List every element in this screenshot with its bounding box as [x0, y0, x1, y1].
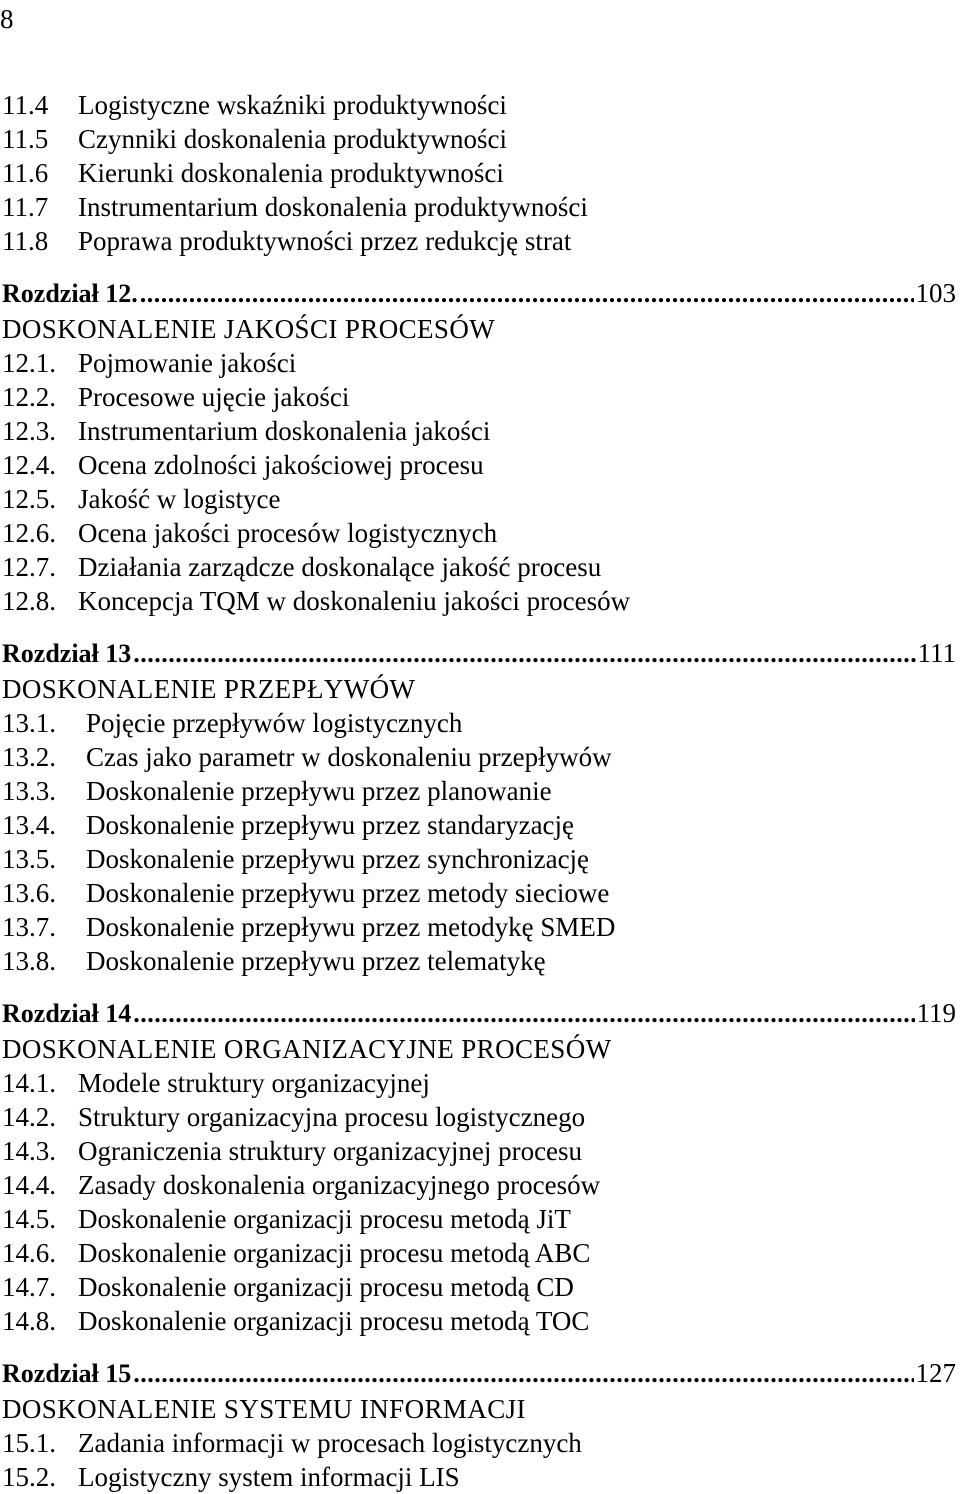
- leader-dots: [133, 997, 914, 1031]
- toc-entry[interactable]: [2, 346, 956, 380]
- entry-title: Instrumentarium doskonalenia jakości: [78, 416, 491, 446]
- entry-title: Doskonalenie przepływu przez planowanie: [86, 776, 552, 806]
- entry-number: 12.3.: [2, 416, 56, 446]
- entry-title: Doskonalenie organizacji procesu metodą ABC: [78, 1238, 591, 1268]
- toc-entry[interactable]: [2, 740, 956, 774]
- leader-dots: [133, 637, 915, 671]
- toc-entry[interactable]: [2, 910, 956, 944]
- toc-entry[interactable]: [2, 944, 956, 978]
- spacer: [2, 258, 956, 276]
- chapter-title: DOSKONALENIE SYSTEMU INFORMACJI: [2, 1394, 526, 1424]
- entry-title: Struktury organizacyjna procesu logistycznego: [78, 1102, 586, 1132]
- entry-number: 14.7.: [2, 1272, 56, 1302]
- toc-entry[interactable]: [2, 88, 956, 122]
- toc-entry[interactable]: [2, 482, 956, 516]
- entry-title: Doskonalenie przepływu przez telematykę: [86, 946, 546, 976]
- toc-entry[interactable]: [2, 516, 956, 550]
- spacer: [2, 978, 956, 996]
- chapter-heading[interactable]: [2, 1356, 956, 1392]
- entry-title: Doskonalenie przepływu przez synchronizację: [86, 844, 590, 874]
- chapter-heading[interactable]: [2, 996, 956, 1032]
- toc-entry[interactable]: [2, 1066, 956, 1100]
- toc-entry[interactable]: [2, 224, 956, 258]
- chapter-page: 111: [917, 638, 956, 668]
- entry-title: Doskonalenie przepływu przez metody sieciowe: [86, 878, 610, 908]
- entry-number: 12.8.: [2, 586, 56, 616]
- toc-entry[interactable]: [2, 1236, 956, 1270]
- entry-number: 15.1.: [2, 1428, 56, 1458]
- entry-number: 13.6.: [2, 878, 56, 908]
- entry-title: Doskonalenie organizacji procesu metodą CD: [78, 1272, 574, 1302]
- toc-entry[interactable]: [2, 550, 956, 584]
- entry-number: 14.3.: [2, 1136, 56, 1166]
- entry-title: Pojmowanie jakości: [78, 348, 297, 378]
- toc-entry[interactable]: [2, 190, 956, 224]
- entry-title: Kierunki doskonalenia produktywności: [78, 158, 504, 188]
- entry-title: Poprawa produktywności przez redukcję strat: [78, 226, 572, 256]
- chapter-15: [2, 1356, 956, 1494]
- entry-number: 12.2.: [2, 382, 56, 412]
- entry-title: Zadania informacji w procesach logistycznych: [78, 1428, 582, 1458]
- entry-number: 11.5: [2, 124, 49, 154]
- entry-number: 12.7.: [2, 552, 56, 582]
- entry-title: Doskonalenie przepływu przez standaryzację: [86, 810, 575, 840]
- leader-dots: [140, 277, 914, 311]
- toc-entry[interactable]: [2, 380, 956, 414]
- chapter-12: [2, 276, 956, 618]
- entry-number: 11.7: [2, 192, 49, 222]
- chapter-title: DOSKONALENIE JAKOŚCI PROCESÓW: [2, 314, 496, 344]
- section-11-list: [2, 88, 956, 258]
- toc-entry[interactable]: [2, 448, 956, 482]
- entry-title: Logistyczny system informacji LIS: [78, 1462, 460, 1492]
- entry-title: Ocena jakości procesów logistycznych: [78, 518, 498, 548]
- entry-title: Czas jako parametr w doskonaleniu przepływów: [86, 742, 612, 772]
- chapter-heading[interactable]: [2, 276, 956, 312]
- chapter-title: DOSKONALENIE PRZEPŁYWÓW: [2, 674, 416, 704]
- entry-number: 13.3.: [2, 776, 56, 806]
- entry-title: Koncepcja TQM w doskonaleniu jakości procesów: [78, 586, 631, 616]
- entry-title: Pojęcie przepływów logistycznych: [86, 708, 463, 738]
- toc-entry[interactable]: [2, 1304, 956, 1338]
- chapter-heading[interactable]: [2, 636, 956, 672]
- entry-number: 12.1.: [2, 348, 56, 378]
- entry-title: Doskonalenie organizacji procesu metodą TOC: [78, 1306, 590, 1336]
- entry-title: Modele struktury organizacyjnej: [78, 1068, 430, 1098]
- toc-entry[interactable]: [2, 584, 956, 618]
- entry-number: 14.6.: [2, 1238, 56, 1268]
- entry-number: 15.2.: [2, 1462, 56, 1492]
- entry-title: Czynniki doskonalenia produktywności: [78, 124, 507, 154]
- chapter-page: 127: [915, 1358, 956, 1388]
- chapter-title: DOSKONALENIE ORGANIZACYJNE PROCESÓW: [2, 1034, 612, 1064]
- toc-entry[interactable]: [2, 842, 956, 876]
- entry-title: Procesowe ujęcie jakości: [78, 382, 350, 412]
- entry-number: 12.5.: [2, 484, 56, 514]
- toc-entry[interactable]: [2, 122, 956, 156]
- entry-title: Instrumentarium doskonalenia produktywności: [78, 192, 588, 222]
- entry-title: Logistyczne wskaźniki produktywności: [78, 90, 507, 120]
- toc-entry[interactable]: [2, 1270, 956, 1304]
- toc-entry[interactable]: [2, 1168, 956, 1202]
- toc-entry[interactable]: [2, 808, 956, 842]
- toc-entry[interactable]: [2, 1460, 956, 1494]
- entry-number: 14.1.: [2, 1068, 56, 1098]
- entry-number: 11.6: [2, 158, 49, 188]
- entry-number: 14.4.: [2, 1170, 56, 1200]
- entry-number: 13.2.: [2, 742, 56, 772]
- entry-number: 12.6.: [2, 518, 56, 548]
- chapter-label: Rozdział 15: [2, 1359, 132, 1388]
- entry-number: 14.2.: [2, 1102, 56, 1132]
- entry-title: Doskonalenie organizacji procesu metodą JiT: [78, 1204, 571, 1234]
- chapter-page: 103: [915, 278, 956, 308]
- entry-number: 11.8: [2, 226, 49, 256]
- chapter-label: Rozdział 14: [2, 999, 132, 1028]
- toc-entry[interactable]: [2, 1100, 956, 1134]
- entry-title: Jakość w logistyce: [78, 484, 281, 514]
- toc-entry[interactable]: [2, 1134, 956, 1168]
- entry-number: 13.7.: [2, 912, 56, 942]
- entry-title: Ocena zdolności jakościowej procesu: [78, 450, 484, 480]
- page-number: 8: [0, 4, 14, 34]
- toc-entry[interactable]: [2, 414, 956, 448]
- toc-entry[interactable]: [2, 706, 956, 740]
- entry-number: 14.5.: [2, 1204, 56, 1234]
- table-of-contents: [2, 88, 956, 1494]
- chapter-13: [2, 636, 956, 978]
- entry-number: 12.4.: [2, 450, 56, 480]
- toc-entry[interactable]: [2, 1202, 956, 1236]
- entry-title: Doskonalenie przepływu przez metodykę SMED: [86, 912, 616, 942]
- entry-title: Ograniczenia struktury organizacyjnej procesu: [78, 1136, 583, 1166]
- chapter-page: 119: [916, 998, 956, 1028]
- chapter-label: Rozdział 12.: [2, 279, 138, 308]
- entry-number: 13.4.: [2, 810, 56, 840]
- entry-number: 13.8.: [2, 946, 56, 976]
- toc-entry[interactable]: [2, 876, 956, 910]
- entry-number: 11.4: [2, 90, 49, 120]
- spacer: [2, 1338, 956, 1356]
- toc-entry[interactable]: [2, 1426, 956, 1460]
- toc-entry[interactable]: [2, 774, 956, 808]
- leader-dots: [133, 1357, 913, 1391]
- entry-number: 13.5.: [2, 844, 56, 874]
- chapter-label: Rozdział 13: [2, 639, 132, 668]
- entry-title: Zasady doskonalenia organizacyjnego procesów: [78, 1170, 601, 1200]
- entry-title: Działania zarządcze doskonalące jakość procesu: [78, 552, 602, 582]
- chapter-14: [2, 996, 956, 1338]
- entry-number: 13.1.: [2, 708, 56, 738]
- entry-number: 14.8.: [2, 1306, 56, 1336]
- toc-entry[interactable]: [2, 156, 956, 190]
- spacer: [2, 618, 956, 636]
